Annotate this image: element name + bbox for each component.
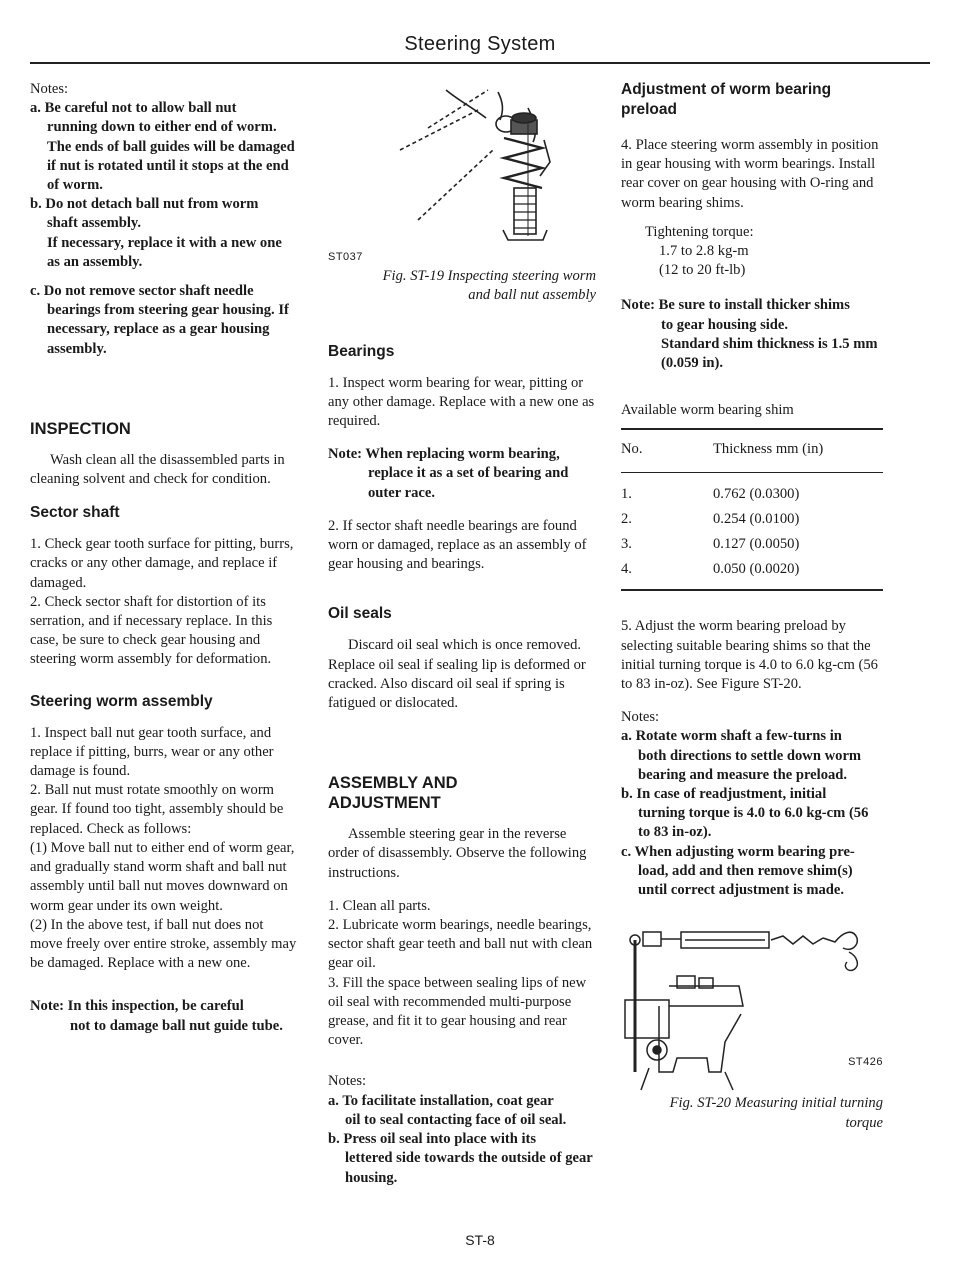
- table-cell-no: 4.: [621, 557, 695, 590]
- column-3: [621, 80, 883, 1133]
- preload-note-a: [621, 727, 883, 785]
- table-cell-thickness: 0.254 (0.0100): [713, 510, 800, 527]
- sector-shaft-step-1: 1. Check gear tooth surface for pitting, burrs, cracks or any other damage, and replace if damaged.: [30, 536, 294, 591]
- bearings-step-1: 1. Inspect worm bearing for wear, pitting or any other damage. Replace with a new one as required.: [328, 374, 595, 430]
- figure-st20-code: ST426: [848, 1056, 883, 1069]
- note-a-text: running down to either end of worm. The ends of ball guides will be damaged if nut is rotated until it stops at the end of worm.: [47, 119, 295, 194]
- inspection-intro: Wash clean all the disassembled parts in cleaning solvent and check for condition.: [30, 451, 285, 488]
- note-b: [30, 195, 298, 272]
- shim-table-header-no: No.: [621, 429, 695, 472]
- assembly-note-b: [328, 1130, 596, 1188]
- assembly-heading-1: ASSEMBLY AND: [328, 774, 458, 793]
- note-a-label: a. Be careful not to allow ball nut: [30, 100, 237, 117]
- preload-note-a-text: both directions to settle down worm bearing and measure the preload.: [638, 747, 862, 783]
- shim-note-label: Note: Be sure to install thicker shims: [621, 297, 850, 314]
- assembly-note-a-text: oil to seal contacting face of oil seal.: [345, 1111, 567, 1128]
- bearings-note-text: replace it as a set of bearing and outer race.: [368, 465, 569, 501]
- step-5: 5. Adjust the worm bearing preload by selecting suitable bearing shims so that the initial turning torque is 4.0 to 6.0 kg-cm (56 to 83 in-oz). See Figure ST-20.: [621, 618, 878, 693]
- notes-title: Notes:: [30, 81, 69, 97]
- torque-value-1: 1.7 to 2.8 kg-m: [659, 243, 749, 260]
- table-row: [621, 472, 883, 507]
- preload-note-b-text: turning torque is 4.0 to 6.0 kg-cm (56 to 83 in-oz).: [638, 805, 869, 841]
- torque-label: Tightening torque:: [645, 223, 754, 240]
- table-row: [621, 557, 883, 590]
- preload-notes-title: Notes:: [621, 709, 660, 726]
- column-1: [30, 80, 298, 1054]
- worm-step-2-2: (2) In the above test, if ball nut does not move freely over entire stroke, assembly may be damaged. Replace with a new one.: [30, 916, 297, 972]
- table-cell-no: 3.: [621, 536, 632, 553]
- note-b-text-2: If necessary, replace it with a new one as an assembly.: [47, 234, 282, 270]
- table-row: [621, 532, 883, 557]
- bearings-step-2: 2. If sector shaft needle bearings are found worn or damaged, replace as an assembly of gear housing and bearings.: [328, 517, 587, 573]
- note-c-label: c. Do not remove sector shaft needle: [30, 283, 254, 300]
- preload-note-c: [621, 843, 883, 901]
- assembly-heading-2: ADJUSTMENT: [328, 794, 441, 813]
- table-cell-thickness: 0.762 (0.0300): [713, 485, 800, 502]
- table-cell-thickness: 0.127 (0.0050): [713, 536, 800, 553]
- page-number: ST-8: [465, 1232, 495, 1248]
- final-note-text: not to damage ball nut guide tube.: [70, 1017, 283, 1034]
- preload-note-c-label: c. When adjusting worm bearing pre-: [621, 843, 855, 860]
- shim-table: [621, 428, 883, 591]
- worm-step-2: 2. Ball nut must rotate smoothly on worm gear. If found too tight, assembly should be replaced. Check as follows:: [30, 782, 284, 837]
- assembly-step-1: 1. Clean all parts.: [328, 897, 431, 914]
- spring-scale-torque-illustration: [621, 922, 883, 1094]
- figure-st19: [328, 80, 596, 248]
- assembly-note-a: [328, 1092, 596, 1130]
- page-header-title: Steering System: [404, 33, 556, 55]
- shim-note: [621, 296, 883, 373]
- assembly-step-3: 3. Fill the space between sealing lips of new oil seal with recommended multi-purpose grease, and fit it to gear housing and rear cover.: [328, 974, 587, 1049]
- figure-st19-caption-2: and ball nut assembly: [468, 287, 596, 304]
- worm-ball-nut-illustration: [328, 80, 596, 248]
- figure-st20-caption-1: Fig. ST-20 Measuring initial turning: [669, 1095, 883, 1112]
- figure-st19-caption-1: Fig. ST-19 Inspecting steering worm: [382, 268, 596, 285]
- available-shim-label: Available worm bearing shim: [621, 402, 794, 419]
- note-a: [30, 99, 298, 195]
- sector-shaft-heading: Sector shaft: [30, 504, 120, 522]
- assembly-note-b-label: b. Press oil seal into place with its: [328, 1131, 537, 1148]
- column-2: [328, 80, 596, 1188]
- bearings-note: [328, 445, 596, 503]
- torque-value-2: (12 to 20 ft-lb): [659, 262, 746, 279]
- oil-seals-heading: Oil seals: [328, 605, 392, 623]
- shim-table-header-row: [621, 429, 883, 472]
- final-note-label: Note: In this inspection, be careful: [30, 998, 244, 1015]
- worm-step-1: 1. Inspect ball nut gear tooth surface, and replace if pitting, burrs, wear or any other damage is found.: [30, 724, 274, 780]
- worm-preload-heading-2: preload: [621, 101, 677, 118]
- assembly-step-2: 2. Lubricate worm bearings, needle bearings, sector shaft gear teeth and ball nut with clean gear oil.: [328, 917, 593, 972]
- figure-st20-caption-2: torque: [845, 1114, 883, 1131]
- table-cell-no: 1.: [621, 485, 632, 502]
- header-rule: [30, 62, 930, 64]
- table-row: [621, 507, 883, 532]
- steering-worm-heading: Steering worm assembly: [30, 692, 213, 710]
- preload-note-b: [621, 785, 883, 843]
- assembly-note-b-text: lettered side towards the outside of gear housing.: [345, 1150, 593, 1186]
- bearings-note-label: Note: When replacing worm bearing,: [328, 446, 560, 463]
- table-cell-no: 2.: [621, 510, 632, 527]
- table-cell-thickness: 0.050 (0.0020): [695, 557, 883, 590]
- shim-note-text: to gear housing side.: [661, 316, 789, 333]
- worm-preload-heading-1: Adjustment of worm bearing: [621, 81, 832, 98]
- sector-shaft-step-2: 2. Check sector shaft for distortion of its serration, and if necessary replace. In this case, be sure to check gear housing and steering worm assembly for deformation.: [30, 593, 273, 668]
- shim-note-text-2: Standard shim thickness is 1.5 mm (0.059 in).: [661, 335, 878, 372]
- preload-note-c-text: load, add and then remove shim(s) until correct adjustment is made.: [638, 862, 853, 899]
- note-c-text: bearings from steering gear housing. If necessary, replace as a gear housing assembly.: [47, 302, 289, 357]
- assembly-intro: Assemble steering gear in the reverse order of disassembly. Observe the following instructions.: [328, 826, 587, 881]
- step-4: 4. Place steering worm assembly in position in gear housing with worm bearings. Install rear cover on gear housing with O-ring and worm bearing shims.: [621, 137, 879, 211]
- inspection-final-note: [30, 997, 298, 1035]
- preload-note-a-label: a. Rotate worm shaft a few-turns in: [621, 728, 842, 745]
- note-b-label: b. Do not detach ball nut from worm: [30, 196, 259, 213]
- assembly-notes-title: Notes:: [328, 1073, 367, 1090]
- worm-step-2-1: (1) Move ball nut to either end of worm gear, and gradually stand worm shaft and ball nut assembly until ball nut moves downward on worm gear under its own weight.: [30, 839, 295, 914]
- note-b-text: shaft assembly.: [47, 215, 142, 232]
- inspection-heading: INSPECTION: [30, 419, 131, 438]
- figure-st20: [621, 922, 883, 1094]
- oil-seals-text: Discard oil seal which is once removed. Replace oil seal if sealing lip is deformed or cracked. Also discard oil seal if spring is fatigued or dislocated.: [328, 637, 586, 712]
- note-c: [30, 282, 298, 359]
- assembly-note-a-label: a. To facilitate installation, coat gear: [328, 1092, 554, 1109]
- tightening-torque: [645, 223, 883, 281]
- preload-note-b-label: b. In case of readjustment, initial: [621, 786, 827, 803]
- figure-st19-code: ST037: [328, 251, 363, 263]
- bearings-heading: Bearings: [328, 342, 395, 360]
- shim-table-header-thickness: Thickness mm (in): [695, 429, 883, 472]
